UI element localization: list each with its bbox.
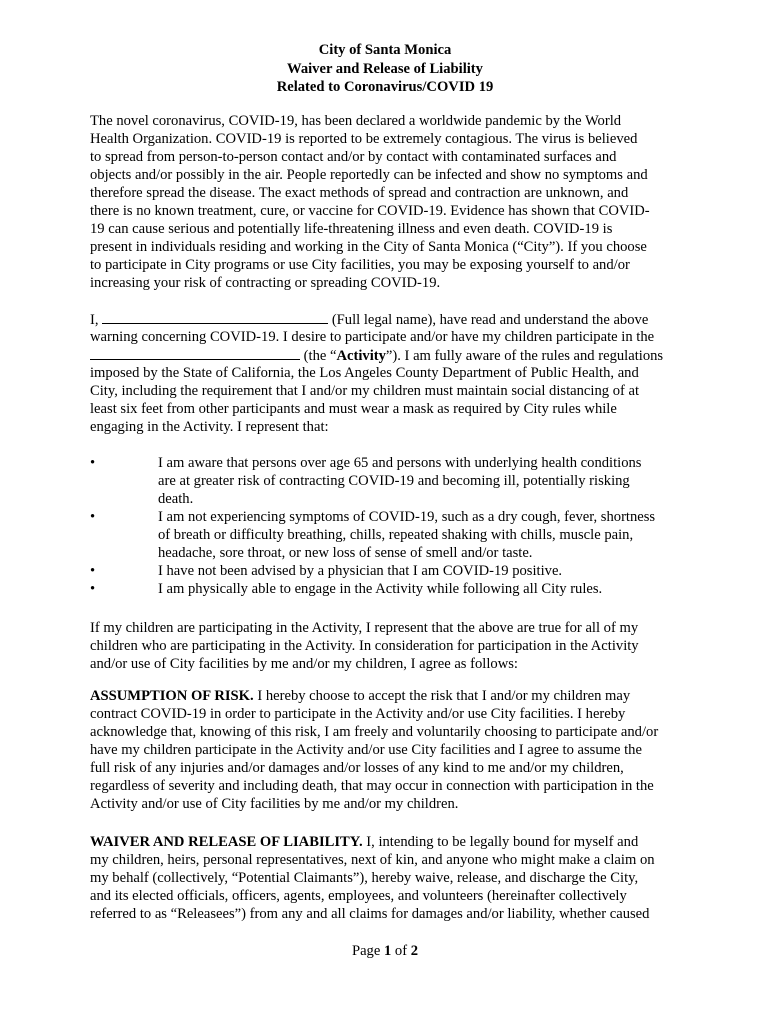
paragraph-line: my children, heirs, personal representatives, next of kin, and anyone who might make a claim on bbox=[90, 852, 655, 868]
list-item-line: are at greater risk of contracting COVID-19 and becoming ill, potentially risking bbox=[158, 473, 630, 489]
title-line-2: Waiver and Release of Liability bbox=[287, 60, 483, 77]
paragraph-line: there is no known treatment, cure, or vaccine for COVID-19. Evidence has shown that COVID- bbox=[90, 203, 650, 219]
activity-name-field[interactable] bbox=[90, 346, 300, 360]
assumption-heading: ASSUMPTION OF RISK. bbox=[90, 688, 254, 704]
activity-term: Activity bbox=[336, 348, 386, 364]
paragraph-line: imposed by the State of California, the Los Angeles County Department of Public Health, and bbox=[90, 365, 639, 381]
ack-activity-pre: (the “ bbox=[300, 348, 337, 364]
paragraph-line: increasing your risk of contracting or spreading COVID-19. bbox=[90, 275, 441, 291]
paragraph-line: Health Organization. COVID-19 is reported to be extremely contagious. The virus is believed bbox=[90, 131, 638, 147]
assumption-of-risk-section bbox=[90, 687, 688, 813]
paragraph-line: Activity and/or use of City facilities by me and/or my children. bbox=[90, 796, 459, 812]
paragraph-line: to participate in City programs or use City facilities, you may be exposing yourself to and/or bbox=[90, 257, 630, 273]
paragraph-line: engaging in the Activity. I represent that: bbox=[90, 419, 329, 435]
total-pages: 2 bbox=[410, 943, 419, 959]
paragraph-line: regardless of severity and including death, that may occur in connection with participation in the bbox=[90, 778, 654, 794]
ack-prefix: I, bbox=[90, 312, 103, 328]
title-line-1: City of Santa Monica bbox=[318, 42, 452, 58]
paragraph-line: therefore spread the disease. The exact methods of spread and contraction are unknown, and bbox=[90, 185, 629, 201]
ack-activity-post: ”). I am fully aware of the rules and regulations bbox=[385, 348, 664, 364]
list-item-line: I am aware that persons over age 65 and persons with underlying health conditions bbox=[158, 455, 642, 471]
acknowledgement-paragraph bbox=[90, 310, 688, 436]
assumption-line-1 bbox=[90, 687, 688, 705]
acknowledgement-line-1 bbox=[90, 310, 688, 328]
list-item-line: I have not been advised by a physician that I am COVID-19 positive. bbox=[158, 563, 563, 579]
list-item bbox=[90, 454, 688, 508]
paragraph-line: and its elected officials, officers, agents, employees, and volunteers (hereinafter collectively bbox=[90, 888, 627, 904]
page-label: Page bbox=[351, 943, 384, 959]
bullet-icon: • bbox=[90, 455, 96, 471]
paragraph-line: and/or use of City facilities by me and/or my children, I agree as follows: bbox=[90, 656, 518, 672]
list-item-line: I am physically able to engage in the Activity while following all City rules. bbox=[158, 581, 603, 597]
waiver-line-1 bbox=[90, 833, 688, 851]
list-item bbox=[90, 562, 688, 580]
bullet-icon: • bbox=[90, 563, 96, 579]
paragraph-line: to spread from person-to-person contact and/or by contact with contaminated surfaces and bbox=[90, 149, 617, 165]
children-paragraph bbox=[90, 619, 688, 673]
paragraph-line: least six feet from other participants and must wear a mask as required by City rules while bbox=[90, 401, 617, 417]
paragraph-line: referred to as “Releasees”) from any and all claims for damages and/or liability, whether caused bbox=[90, 906, 650, 922]
assumption-line-1-text: I hereby choose to accept the risk that I and/or my children may bbox=[253, 688, 631, 704]
bullet-icon: • bbox=[90, 581, 96, 597]
waiver-line-1-text: I, intending to be legally bound for myself and bbox=[362, 834, 639, 850]
paragraph-line: 19 can cause serious and potentially life-threatening illness and even death. COVID-19 is bbox=[90, 221, 613, 237]
waiver-heading: WAIVER AND RELEASE OF LIABILITY. bbox=[90, 834, 363, 850]
document-title bbox=[0, 41, 770, 97]
waiver-release-section bbox=[90, 833, 688, 923]
paragraph-line: contract COVID-19 in order to participate in the Activity and/or use City facilities. I hereby bbox=[90, 706, 626, 722]
list-item-line: I am not experiencing symptoms of COVID-19, such as a dry cough, fever, shortness bbox=[158, 509, 656, 525]
paragraph-line: acknowledge that, knowing of this risk, I am freely and voluntarily choosing to participate and/or bbox=[90, 724, 659, 740]
of-label: of bbox=[391, 943, 411, 959]
page-number bbox=[0, 943, 770, 960]
paragraph-line: present in individuals residing and working in the City of Santa Monica (“City”). If you choose bbox=[90, 239, 647, 255]
bullet-icon: • bbox=[90, 509, 96, 525]
paragraph-line: objects and/or possibly in the air. People reportedly can be infected and show no symptoms and bbox=[90, 167, 648, 183]
ack-line-1-text: (Full legal name), have read and understand the above bbox=[328, 312, 649, 328]
paragraph-line: City, including the requirement that I and/or my children must maintain social distancing of at bbox=[90, 383, 640, 399]
list-item-line: headache, sore throat, or new loss of sense of smell and/or taste. bbox=[158, 545, 533, 561]
list-item bbox=[90, 508, 688, 562]
paragraph-line: full risk of any injuries and/or damages and/or losses of any kind to me and/or my children, bbox=[90, 760, 624, 776]
title-line-3: Related to Coronavirus/COVID 19 bbox=[276, 79, 494, 95]
paragraph-line: The novel coronavirus, COVID-19, has been declared a worldwide pandemic by the World bbox=[90, 113, 622, 129]
full-legal-name-field[interactable] bbox=[102, 310, 328, 324]
paragraph-line: warning concerning COVID-19. I desire to participate and/or have my children participate in the bbox=[90, 329, 655, 345]
paragraph-line: my behalf (collectively, “Potential Claimants”), hereby waive, release, and discharge the City, bbox=[90, 870, 639, 886]
current-page: 1 bbox=[383, 943, 392, 959]
paragraph-line: children who are participating in the Activity. In consideration for participation in the Activity bbox=[90, 638, 639, 654]
representations-list bbox=[90, 454, 688, 598]
paragraph-line: have my children participate in the Activity and/or use City facilities and I agree to assume the bbox=[90, 742, 642, 758]
paragraph-line: If my children are participating in the Activity, I represent that the above are true for all of my bbox=[90, 620, 639, 636]
list-item-line: death. bbox=[158, 491, 194, 507]
intro-paragraph bbox=[90, 112, 688, 292]
acknowledgement-line-3 bbox=[90, 346, 688, 364]
list-item bbox=[90, 580, 688, 598]
list-item-line: of breath or difficulty breathing, chills, repeated shaking with chills, muscle pain, bbox=[158, 527, 634, 543]
